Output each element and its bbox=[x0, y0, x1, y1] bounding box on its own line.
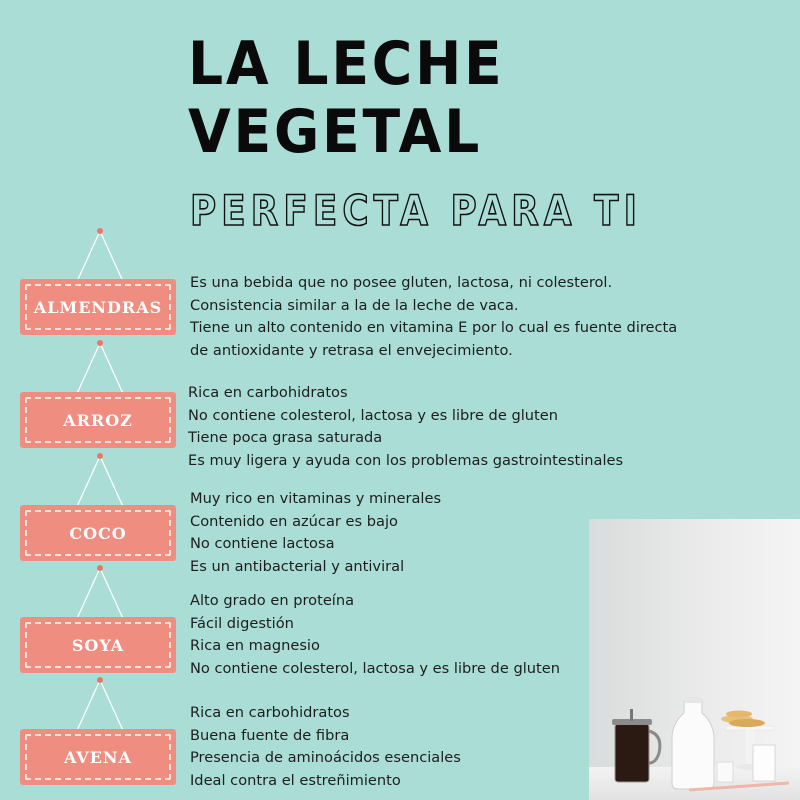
subtitle: PERFECTA PARA TI bbox=[190, 186, 642, 235]
milk-photo bbox=[589, 519, 800, 800]
sign-soya bbox=[20, 617, 176, 673]
sign-coco bbox=[20, 505, 176, 561]
description-line: Es muy ligera y ayuda con los problemas gastrointestinales bbox=[188, 451, 624, 469]
description-line: Fácil digestión bbox=[190, 614, 294, 632]
description-line: No contiene colesterol, lactosa y es libre de gluten bbox=[190, 659, 560, 677]
description-line: Consistencia similar a la de la leche de vaca. bbox=[190, 296, 519, 314]
sign-avena bbox=[20, 729, 176, 785]
description-almendras bbox=[190, 272, 677, 362]
description-line: No contiene colesterol, lactosa y es libre de gluten bbox=[188, 406, 558, 424]
description-coco bbox=[190, 488, 441, 578]
description-line: Rica en carbohidratos bbox=[190, 704, 350, 721]
description-line: Rica en magnesio bbox=[190, 637, 320, 654]
description-arroz bbox=[188, 382, 623, 472]
sign-label: AVENA bbox=[64, 747, 132, 767]
sign-arroz bbox=[20, 392, 176, 448]
sign-label: ALMENDRAS bbox=[33, 297, 163, 317]
description-line: Es un antibacterial y antiviral bbox=[190, 557, 405, 575]
sign-label: ARROZ bbox=[63, 410, 133, 430]
description-line: Es una bebida que no posee gluten, lactosa, ni colesterol. bbox=[190, 274, 613, 291]
description-line: Tiene un alto contenido en vitamina E por lo cual es fuente directa bbox=[190, 319, 678, 336]
description-line: Presencia de aminoácidos esenciales bbox=[190, 749, 461, 766]
description-line: No contiene lactosa bbox=[190, 535, 335, 552]
sign-label: COCO bbox=[69, 523, 127, 543]
description-line: Tiene poca grasa saturada bbox=[188, 429, 383, 446]
sign-label: SOYA bbox=[71, 635, 125, 655]
description-soya bbox=[190, 590, 560, 680]
description-line: Muy rico en vitaminas y minerales bbox=[190, 490, 442, 507]
description-line: Buena fuente de fibra bbox=[190, 726, 350, 744]
description-line: Rica en carbohidratos bbox=[188, 384, 348, 401]
main-title: LA LECHE VEGETAL bbox=[188, 29, 505, 167]
description-avena bbox=[190, 702, 461, 792]
sign-almendras bbox=[20, 279, 176, 335]
description-line: de antioxidante y retrasa el envejecimiento. bbox=[190, 341, 513, 359]
description-line: Alto grado en proteína bbox=[190, 592, 355, 609]
description-line: Contenido en azúcar es bajo bbox=[190, 512, 398, 530]
description-line: Ideal contra el estreñimiento bbox=[190, 771, 401, 789]
